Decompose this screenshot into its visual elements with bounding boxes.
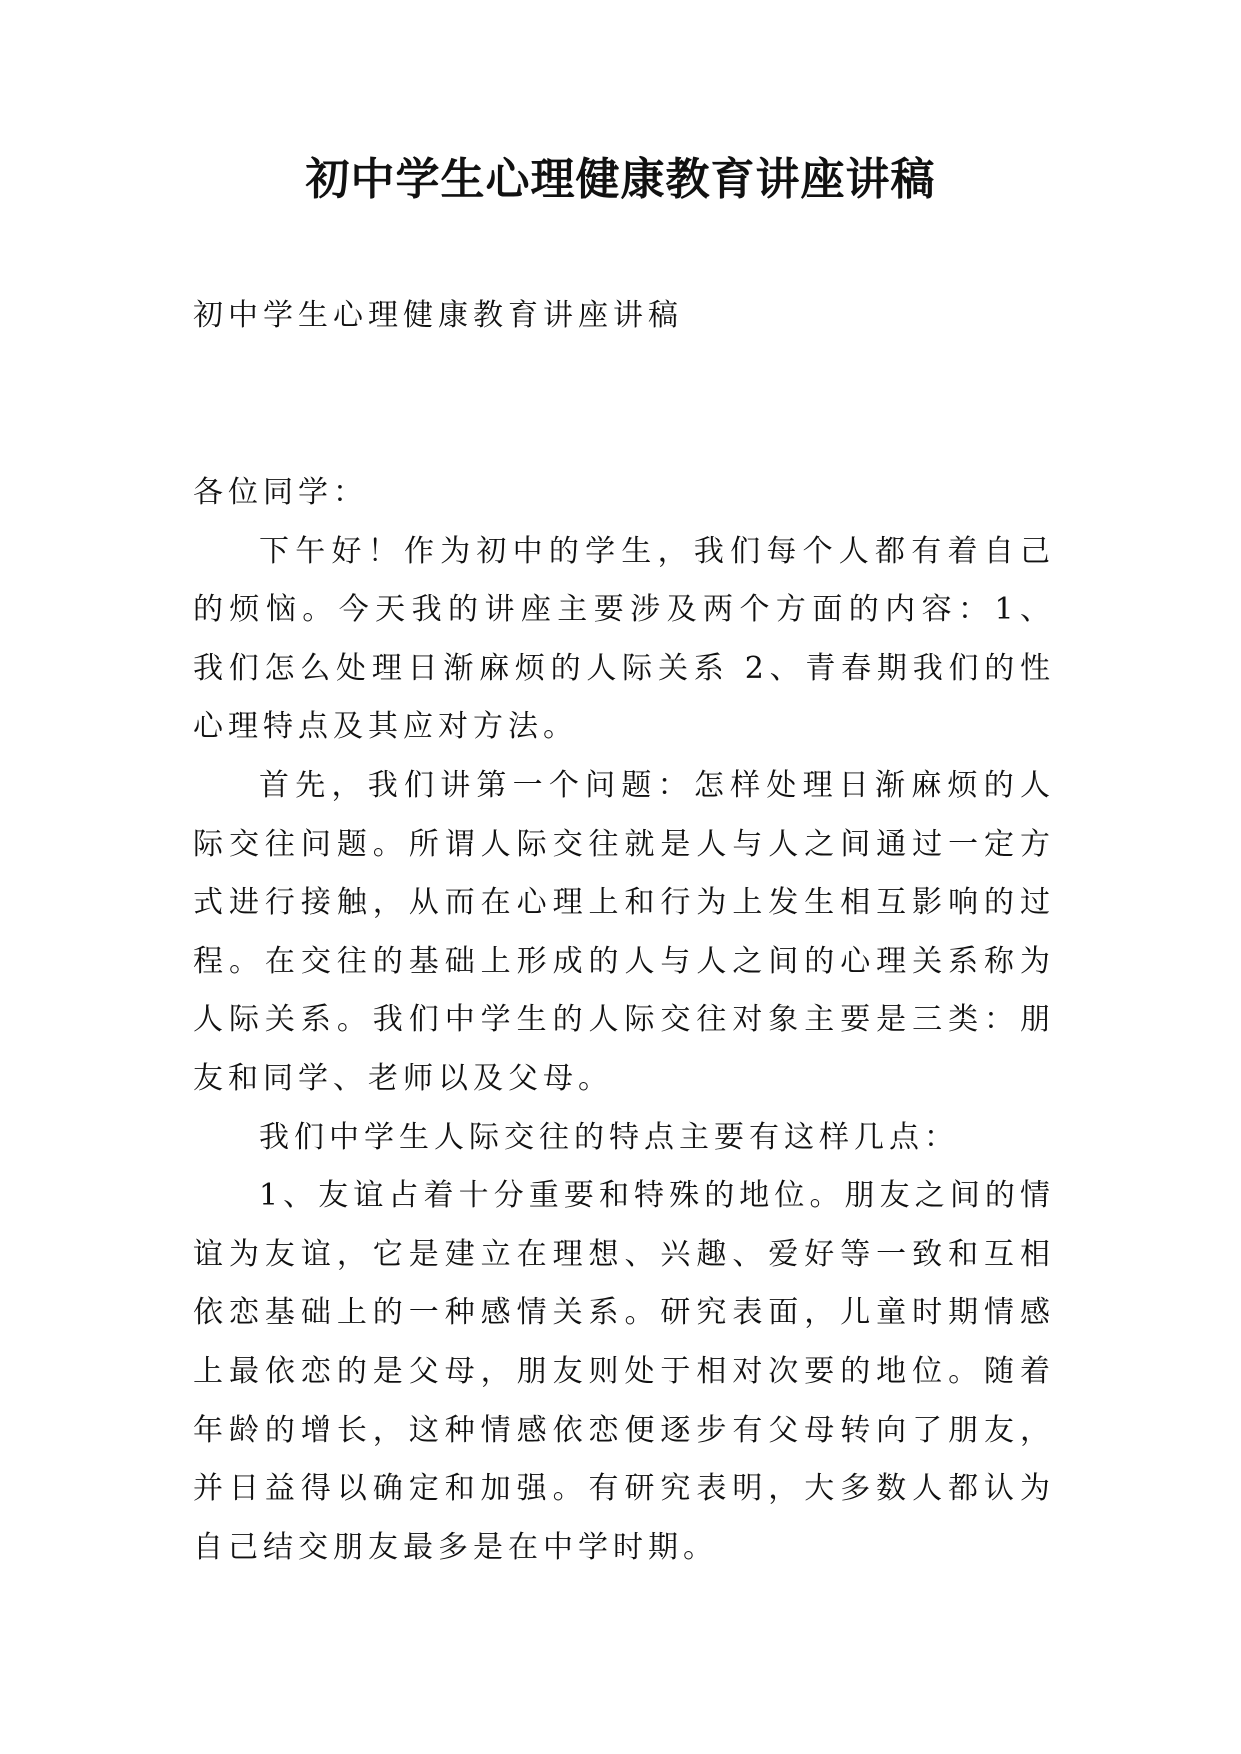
paragraph-features-lead: 我们中学生人际交往的特点主要有这样几点： — [259, 1119, 959, 1155]
paragraph-intro: 下午好！作为初中的学生，我们每个人都有着自己的烦恼。今天我的讲座主要涉及两个方面的内容：1、我们怎么处理日渐麻烦的人际关系 2、青春期我们的性心理特点及其应对方法。 — [193, 533, 1055, 745]
document-title: 初中学生心理健康教育讲座讲稿 — [305, 154, 936, 205]
greeting: 各位同学： — [193, 475, 368, 510]
document-subtitle: 初中学生心理健康教育讲座讲稿 — [193, 298, 683, 333]
paragraph-point-1: 1、友谊占着十分重要和特殊的地位。朋友之间的情谊为友谊，它是建立在理想、兴趣、爱好等一致和互相依恋基础上的一种感情关系。研究表面，儿童时期情感上最依恋的是父母，朋友则处于相对次要的地位。随着年龄的增长，这种情感依恋便逐步有父母转向了朋友，并日益得以确定和加强。有研究表明，大多数人都认为自己结交朋友最多是在中学时期。 — [193, 1178, 1055, 1565]
paragraph-first-topic: 首先，我们讲第一个问题：怎样处理日渐麻烦的人际交往问题。所谓人际交往就是人与人之间通过一定方式进行接触，从而在心理上和行为上发生相互影响的过程。在交往的基础上形成的人与人之间的心理关系称为人际关系。我们中学生的人际交往对象主要是三类：朋友和同学、老师以及父母。 — [193, 767, 1055, 1096]
document-body — [193, 464, 1055, 1577]
